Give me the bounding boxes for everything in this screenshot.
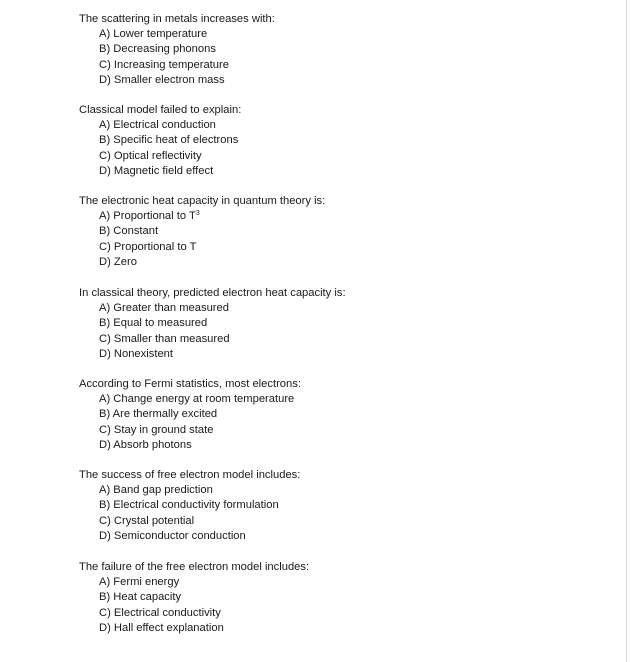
- question-prompt: The success of free electron model includes:: [79, 469, 301, 481]
- option-d: D) Nonexistent: [99, 347, 173, 360]
- question-5: [79, 377, 301, 453]
- option-list: [79, 483, 300, 544]
- option-list: [79, 27, 275, 88]
- question-prompt: According to Fermi statistics, most electrons:: [79, 378, 301, 390]
- option-list: [79, 209, 325, 270]
- question-prompt: The failure of the free electron model includes:: [79, 561, 310, 573]
- question-2: [79, 103, 241, 179]
- question-1: [79, 12, 275, 88]
- option-c: C) Smaller than measured: [99, 332, 230, 345]
- option-d: D) Absorb photons: [99, 438, 192, 451]
- option-d: D) Hall effect explanation: [99, 621, 224, 634]
- option-list: [79, 392, 301, 453]
- exponent: 3: [195, 210, 200, 217]
- option-d: D) Magnetic field effect: [99, 164, 214, 177]
- option-d: D) Smaller electron mass: [99, 73, 225, 86]
- option-a: A) Fermi energy: [99, 576, 180, 588]
- option-b: B) Heat capacity: [99, 591, 182, 604]
- option-c: C) Electrical conductivity: [99, 606, 221, 619]
- option-c: C) Optical reflectivity: [99, 149, 202, 162]
- option-b: B) Specific heat of electrons: [99, 134, 239, 147]
- option-c: C) Stay in ground state: [99, 423, 214, 436]
- option-d: D) Semiconductor conduction: [99, 529, 246, 542]
- option-c: C) Increasing temperature: [99, 58, 229, 71]
- question-prompt: In classical theory, predicted electron heat capacity is:: [79, 287, 346, 299]
- option-a: A) Electrical conduction: [99, 119, 216, 131]
- option-a: A) Band gap prediction: [99, 484, 213, 496]
- option-b: B) Equal to measured: [99, 317, 208, 330]
- option-a: A) Lower temperature: [99, 28, 208, 40]
- option-list: [79, 575, 309, 636]
- question-7: [79, 560, 309, 636]
- question-prompt: The scattering in metals increases with:: [79, 13, 275, 25]
- question-6: [79, 468, 300, 544]
- option-b: B) Constant: [99, 225, 159, 238]
- option-d: D) Zero: [99, 255, 137, 268]
- question-4: [79, 286, 346, 362]
- option-a: A) Change energy at room temperature: [99, 393, 295, 405]
- option-a: A) Greater than measured: [99, 302, 229, 314]
- option-list: [79, 118, 241, 179]
- option-list: [79, 301, 346, 362]
- option-b: B) Are thermally excited: [99, 408, 218, 421]
- option-a-text: A) Proportional to T: [99, 210, 196, 222]
- option-b: B) Decreasing phonons: [99, 43, 216, 56]
- option-b: B) Electrical conductivity formulation: [99, 499, 279, 512]
- option-a: [99, 209, 325, 224]
- question-prompt: The electronic heat capacity in quantum theory is:: [79, 195, 326, 207]
- question-3: [79, 194, 325, 270]
- option-c: C) Crystal potential: [99, 514, 195, 527]
- question-prompt: Classical model failed to explain:: [79, 104, 242, 116]
- option-c: C) Proportional to T: [99, 240, 197, 253]
